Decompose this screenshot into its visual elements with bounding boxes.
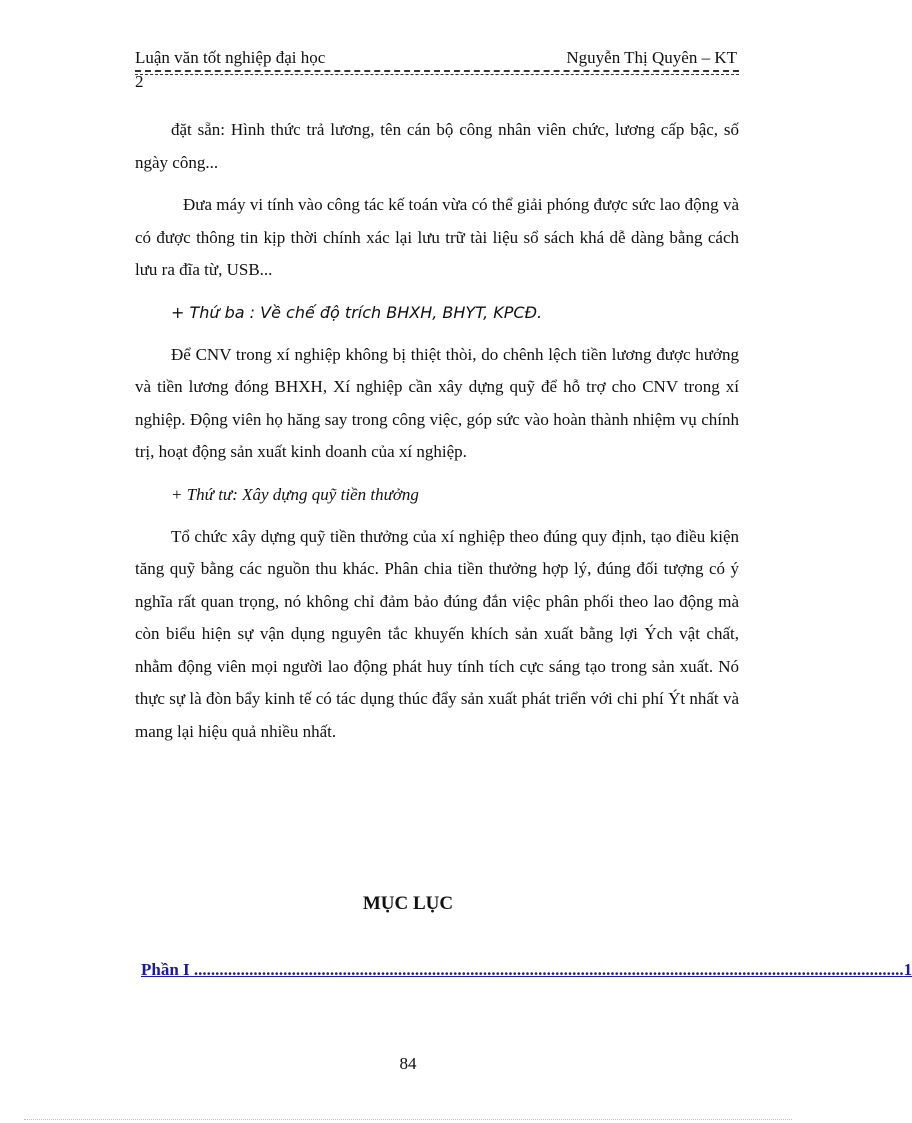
page-bottom-edge: [24, 1119, 792, 1120]
paragraph-4: Tổ chức xây dựng quỹ tiền thưởng của xí nghiệp theo đúng quy định, tạo điều kiện tăng quỹ bằng các nguồn thu khác. Phân chia tiền thưởng hợp lý, đúng đối tượng có ý nghĩa rất quan trọng, nó không chỉ đảm bảo đúng đắn việc phân phối theo lao động mà còn biểu hiện sự vận dụng nguyên tắc khuyến khích sản xuất bằng lợi Ých vật chất, nhằm động viên mọi người lao động phát huy tính tích cực sáng tạo trong sản xuất. Nó thực sự là đòn bẩy kinh tế có tác dụng thúc đẩy sản xuất phát triển với chi phí Ýt nhất và mang lại hiệu quả nhiều nhất.: [135, 526, 739, 741]
toc-entry-leader: .......................................................................................................................................................................: [189, 960, 904, 979]
toc-entry-page: 1: [903, 960, 912, 979]
subheading-thu-ba: + Thứ ba : Về chế độ trích BHXH, BHYT, KPCĐ.: [171, 302, 543, 322]
paragraph-3: Để CNV trong xí nghiệp không bị thiệt thòi, do chênh lệch tiền lương được hưởng và tiền lương đóng BHXH, Xí nghiệp cần xây dựng quỹ để hỗ trợ cho CNV trong xí nghiệp. Động viên họ hăng say trong công việc, góp sức vào hoàn thành nhiệm vụ chính trị, hoạt động sản xuất kinh doanh của xí nghiệp.: [135, 344, 739, 461]
paragraph-1: đặt sẵn: Hình thức trả lương, tên cán bộ công nhân viên chức, lương cấp bậc, số ngày công...: [135, 120, 739, 172]
header-sub-number: 2: [135, 72, 144, 91]
toc-entry-phan-i[interactable]: [135, 960, 912, 980]
header-divider: [135, 70, 739, 72]
paragraph-2: Đưa máy vi tính vào công tác kế toán vừa có thể giải phóng được sức lao động và có được thông tin kịp thời chính xác lại lưu trữ tài liệu sổ sách khá dễ dàng bằng cách lưu ra đĩa từ, USB...: [135, 195, 739, 279]
subheading-thu-tu: + Thứ tư: Xây dựng quỹ tiền thưởng: [171, 484, 419, 504]
page-number: 84: [399, 1054, 417, 1073]
toc-title: MỤC LỤC: [362, 893, 454, 914]
toc-entry-label: Phần I: [141, 960, 190, 979]
header-divider-secondary: [135, 74, 739, 75]
header-thesis-title: Luận văn tốt nghiệp đại học: [135, 48, 326, 67]
running-header: [135, 48, 739, 72]
header-author: Nguyễn Thị Quyên – KT: [566, 48, 737, 67]
body-content: [135, 114, 739, 758]
